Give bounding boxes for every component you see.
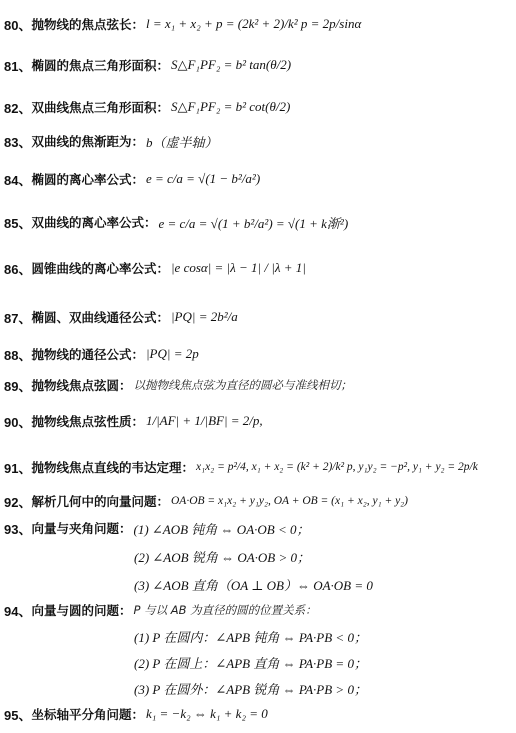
item-formula: (3) ∠AOB 直角（OA ⊥ OB）⇔ OA·OB = 0 <box>134 577 373 593</box>
formula-item-80 <box>4 10 512 38</box>
formula-item-81 <box>4 50 512 80</box>
formula-item-84 <box>4 162 512 196</box>
item-number: 92、 <box>4 494 32 510</box>
item-number: 86、 <box>4 261 32 277</box>
item-label: 双曲线的焦渐距为： <box>31 134 144 149</box>
formula-item-94-1 <box>132 625 512 647</box>
item-label: 双曲线焦点三角形面积： <box>31 100 169 115</box>
item-number: 88、 <box>4 347 32 363</box>
item-formula: e = c/a = √(1 − b²/a²) <box>145 171 261 186</box>
item-formula: l = x₁ + x₂ + p = (2k² + 2)/k² p = 2p/sinα <box>145 16 362 31</box>
formula-item-88 <box>4 343 512 365</box>
item-label: 抛物线焦点直线的韦达定理： <box>31 460 194 475</box>
formula-item-83 <box>4 130 512 152</box>
item-number: 90、 <box>4 414 32 430</box>
formula-item-87 <box>4 301 512 333</box>
item-formula: P 与以 AB 为直径的圆的位置关系： <box>133 603 317 617</box>
item-number: 93、 <box>4 521 32 537</box>
item-formula: |PQ| = 2b²/a <box>170 309 238 324</box>
item-label: 圆锥曲线的离心率公式： <box>31 261 169 276</box>
item-formula: |e cosα| = |λ − 1| / |λ + 1| <box>170 260 306 275</box>
item-formula: S△F₁PF₂ = b² tan(θ/2) <box>170 57 292 72</box>
item-formula: x₁x₂ = p²/4, x₁ + x₂ = (k² + 2)/k² p, y₁y₂ = −p², y₁ + y₂ = 2p/k <box>195 461 478 473</box>
item-label: 坐标轴平分角问题： <box>31 707 144 722</box>
item-number: 80、 <box>4 17 32 33</box>
formula-item-89 <box>4 374 512 396</box>
formula-item-86 <box>4 251 512 285</box>
item-label: 抛物线的通径公式： <box>31 347 144 362</box>
item-number: 83、 <box>4 134 32 150</box>
item-label: 抛物线焦点弦圆： <box>31 378 132 393</box>
item-formula: (1) ∠AOB 钝角 ⇔ OA·OB < 0； <box>133 521 310 537</box>
formula-item-95 <box>4 703 512 725</box>
item-formula: k₁ = −k₂ ⇔ k₁ + k₂ = 0 <box>145 706 268 721</box>
item-formula: (2) P 在圆上：∠APB 直角 ⇔ PA·PB = 0； <box>134 655 367 671</box>
item-label: 向量与圆的问题： <box>31 603 132 618</box>
item-number: 87、 <box>4 310 32 326</box>
formula-item-94-3 <box>132 677 512 699</box>
formula-item-94-2 <box>132 651 512 673</box>
item-label: 椭圆的焦点三角形面积： <box>31 58 169 73</box>
item-number: 91、 <box>4 460 32 476</box>
item-formula: OA·OB = x₁x₂ + y₁y₂, OA + OB = (x₁ + x₂, y₁ + y₂) <box>170 495 409 507</box>
item-label: 向量与夹角问题： <box>31 521 132 536</box>
formula-item-90 <box>4 404 512 438</box>
item-formula: e = c/a = √(1 + b²/a²) = √(1 + k渐²) <box>158 215 349 231</box>
item-number: 94、 <box>4 603 32 619</box>
formula-item-93-2 <box>132 545 512 567</box>
formula-item-94 <box>4 599 512 621</box>
item-formula: (2) ∠AOB 锐角 ⇔ OA·OB > 0； <box>134 549 311 565</box>
item-label: 解析几何中的向量问题： <box>31 494 169 509</box>
item-number: 81、 <box>4 58 32 74</box>
formula-item-92 <box>4 490 512 512</box>
item-formula: 以抛物线焦点弦为直径的圆必与准线相切； <box>133 378 352 392</box>
item-label: 椭圆的离心率公式： <box>31 172 144 187</box>
item-number: 95、 <box>4 707 32 723</box>
item-formula: 1/|AF| + 1/|BF| = 2/p, <box>145 413 263 428</box>
formula-item-93 <box>4 517 512 539</box>
item-formula: (3) P 在圆外：∠APB 锐角 ⇔ PA·PB > 0； <box>134 681 367 697</box>
item-formula: |PQ| = 2p <box>145 346 199 361</box>
formula-item-93-3 <box>132 573 512 595</box>
item-formula: (1) P 在圆内：∠APB 钝角 ⇔ PA·PB < 0； <box>134 629 367 645</box>
formula-item-91 <box>4 451 512 483</box>
item-label: 双曲线的离心率公式： <box>31 215 157 230</box>
item-number: 85、 <box>4 215 32 231</box>
item-label: 椭圆、双曲线通径公式： <box>31 310 169 325</box>
item-label: 抛物线的焦点弦长： <box>31 17 144 32</box>
item-formula: b（虚半轴） <box>145 134 218 150</box>
formula-item-82 <box>4 92 512 122</box>
item-label: 抛物线焦点弦性质： <box>31 414 144 429</box>
item-number: 89、 <box>4 378 32 394</box>
item-number: 82、 <box>4 100 32 116</box>
item-number: 84、 <box>4 172 32 188</box>
item-formula: S△F₁PF₂ = b² cot(θ/2) <box>170 99 291 114</box>
formula-item-85 <box>4 205 512 239</box>
